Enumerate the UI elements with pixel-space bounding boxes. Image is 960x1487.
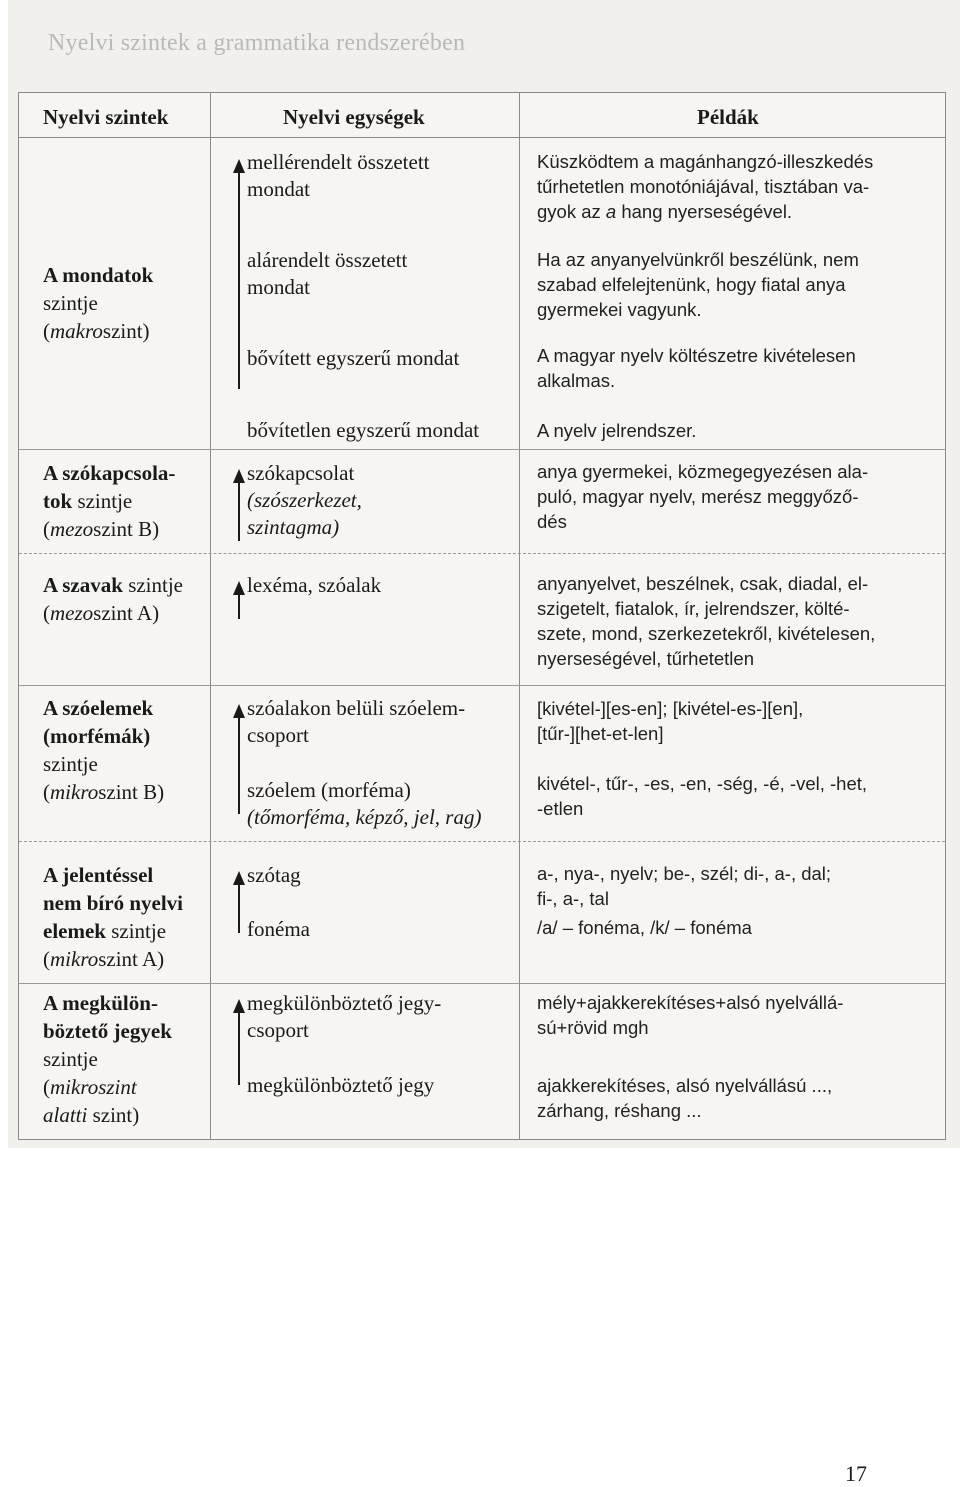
row-divider: [19, 841, 945, 842]
unit-jegycsoport: megkülönböztető jegy- csoport: [247, 991, 442, 1042]
example-bovitett: A magyar nyelv költészetre kivételesen alkalmas.: [537, 345, 856, 391]
header-levels: Nyelvi szintek: [43, 105, 169, 129]
example-szavak: anyanyelvet, beszélnek, csak, diadal, el- szigetelt, fiatalok, ír, jelrendszer, költé- szete, mond, szerkezetekről, kivételesen, nyerseségével, tűrhetetlen: [537, 573, 876, 669]
unit-lexema: lexéma, szóalak: [247, 573, 382, 597]
example-szoelem: kivétel-, tűr-, -es, -en, -ség, -é, -vel, -het, -etlen: [537, 773, 868, 819]
example-mellerendelt: Küszködtem a magánhangzó-illeszkedés tűrhetetlen monotóniájával, tisztában va- gyok az a hang nyerseségével.: [537, 151, 874, 222]
example-szoelemcsoport: [kivétel-][es-en]; [kivétel-es-][en], [tűr-][het-et-len]: [537, 698, 804, 744]
table-header-row: [19, 93, 945, 138]
row-divider: [19, 553, 945, 554]
row-divider: [19, 449, 945, 450]
header-units: Nyelvi egységek: [283, 105, 425, 129]
row-divider: [19, 983, 945, 984]
unit-jegy: megkülönböztető jegy: [247, 1073, 435, 1097]
unit-szoelem: szóelem (morféma) (tőmorféma, képző, jel, rag): [247, 778, 482, 829]
level-mondatok: A mondatok szintje (makroszint): [43, 263, 154, 343]
grammar-levels-table: [18, 92, 946, 1140]
level-jelentes: A jelentéssel nem bíró nyelvi elemek szintje (mikroszint A): [43, 863, 183, 971]
unit-bovitett: bővített egyszerű mondat: [247, 346, 460, 370]
example-fonema: /a/ – fonéma, /k/ – fonéma: [537, 917, 752, 938]
unit-szoelemcsoport: szóalakon belüli szóelem- csoport: [247, 696, 466, 747]
level-szoelemek: A szóelemek (morfémák) szintje (mikroszint B): [43, 696, 165, 804]
unit-szokapcsolat: szókapcsolat (szószerkezet, szintagma): [247, 461, 362, 539]
example-jegy: ajakkerekítéses, alsó nyelvállású ..., zárhang, réshang ...: [537, 1075, 833, 1121]
arrow-up-icon: [233, 159, 247, 389]
row-divider: [19, 685, 945, 686]
unit-bovitetlen: bővítetlen egyszerű mondat: [247, 418, 480, 442]
example-jegycsoport: mély+ajakkerekítéses+alsó nyelvállá- sú+rövid mgh: [537, 992, 844, 1038]
level-megkulonbozteto: A megkülön- böztető jegyek szintje (mikroszint alatti szint): [43, 991, 172, 1127]
example-bovitetlen: A nyelv jelrendszer.: [537, 420, 697, 441]
level-szavak: A szavak szintje (mezoszint A): [43, 573, 184, 625]
example-szotag: a-, nya-, nyelv; be-, szél; di-, a-, dal; fi-, a-, tal: [537, 863, 832, 909]
unit-fonema: fonéma: [247, 917, 310, 941]
level-szokapcsolatok: A szókapcsola- tok szintje (mezoszint B): [43, 461, 176, 541]
arrow-up-icon: [233, 704, 247, 814]
header-examples: Példák: [697, 105, 759, 129]
arrow-up-icon: [233, 581, 247, 619]
page-title: Nyelvi szintek a grammatika rendszerében: [48, 30, 466, 56]
unit-alarendelt: alárendelt összetett mondat: [247, 248, 408, 299]
page-number: 17: [845, 1461, 867, 1486]
arrow-up-icon: [233, 469, 247, 541]
example-alarendelt: Ha az anyanyelvünkről beszélünk, nem szabad elfelejtenünk, hogy fiatal anya gyermekei vagyunk.: [537, 249, 859, 320]
unit-mellerendelt: mellérendelt összetett mondat: [247, 150, 430, 201]
arrow-up-icon: [233, 871, 247, 933]
arrow-up-icon: [233, 999, 247, 1085]
example-szokapcsolat: anya gyermekei, közmegegyezésen ala- puló, magyar nyelv, merész meggyőző- dés: [537, 461, 869, 532]
unit-szotag: szótag: [247, 863, 301, 887]
